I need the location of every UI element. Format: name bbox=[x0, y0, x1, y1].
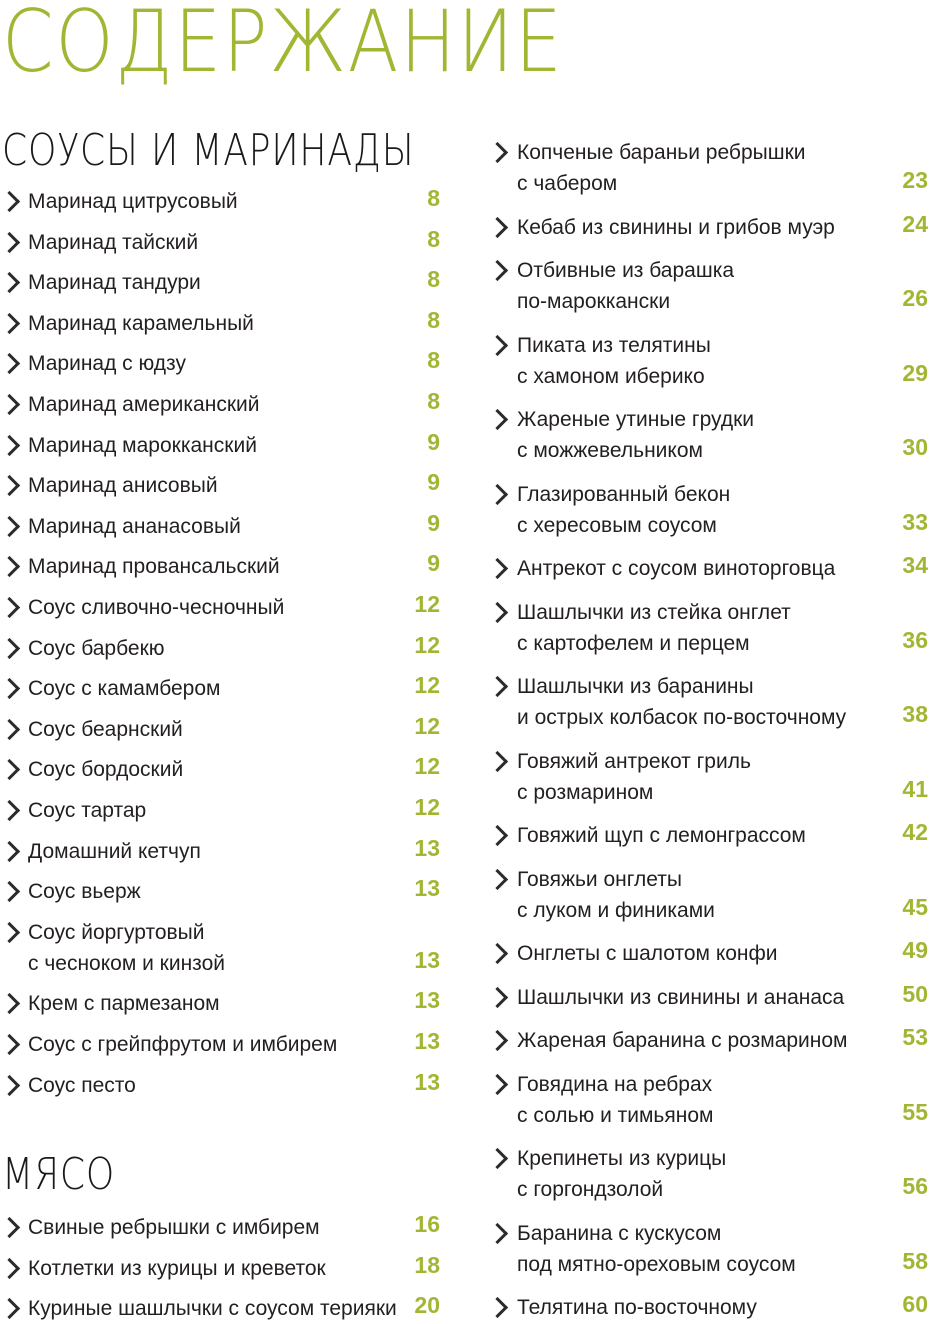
entry-title: Соус вьерж bbox=[28, 880, 141, 904]
page-number: 23 bbox=[902, 167, 928, 193]
entry-title: с хересовым соусом bbox=[517, 513, 717, 537]
entry-title: Соус с камамбером bbox=[28, 677, 221, 701]
chevron-right-icon bbox=[487, 142, 508, 163]
page-number: 13 bbox=[414, 834, 440, 861]
page-number: 8 bbox=[427, 185, 440, 211]
entry-title: Маринад карамельный bbox=[28, 311, 254, 335]
entry-title: Баранина с кускусом bbox=[517, 1221, 722, 1245]
entry-title: Говяжий щуп с лемонграссом bbox=[517, 824, 806, 847]
page-number: 13 bbox=[414, 1068, 440, 1095]
page-number: 34 bbox=[902, 552, 928, 578]
page-number: 41 bbox=[902, 775, 928, 802]
page-number: 9 bbox=[427, 428, 440, 455]
page-number: 56 bbox=[902, 1173, 928, 1199]
entry-title: Пиката из телятины bbox=[517, 333, 711, 357]
chevron-right-icon bbox=[487, 750, 508, 771]
chevron-right-icon bbox=[487, 676, 508, 697]
entry-title: Маринад марокканский bbox=[28, 433, 257, 457]
page-number: 8 bbox=[427, 266, 440, 293]
entry-title: с луком и финиками bbox=[517, 898, 715, 922]
entry-title: с чабером bbox=[517, 172, 618, 195]
entry-title: Маринад тандури bbox=[28, 271, 201, 295]
chevron-right-icon bbox=[487, 601, 508, 622]
page-number: 12 bbox=[414, 591, 440, 617]
toc-entry[interactable] bbox=[0, 1292, 931, 1323]
entry-title: Онглеты с шалотом конфи bbox=[517, 942, 778, 965]
entry-title: Шашлычки из баранины bbox=[517, 675, 754, 698]
page-number: 9 bbox=[427, 469, 440, 496]
chevron-right-icon bbox=[487, 216, 508, 237]
toc-entry[interactable] bbox=[0, 1218, 931, 1280]
toc-entry[interactable] bbox=[0, 746, 931, 808]
page-number: 13 bbox=[414, 987, 440, 1014]
chevron-right-icon bbox=[487, 868, 508, 889]
page-number: 8 bbox=[427, 225, 440, 252]
toc-entry[interactable] bbox=[0, 553, 931, 584]
entry-title: Маринад анисовый bbox=[28, 474, 218, 498]
page-number: 24 bbox=[902, 210, 928, 237]
page-number: 36 bbox=[902, 626, 928, 653]
section-title-sauces: СОУСЫ И МАРИНАДЫ bbox=[2, 125, 415, 176]
entry-title: с можжевельником bbox=[517, 439, 703, 462]
page-number: 9 bbox=[427, 509, 440, 536]
entry-title: с горгондзолой bbox=[517, 1178, 664, 1201]
toc-entry[interactable] bbox=[0, 671, 931, 733]
toc-entry[interactable] bbox=[0, 820, 931, 851]
page-number: 12 bbox=[414, 631, 440, 658]
entry-title: Домашний кетчуп bbox=[28, 839, 201, 863]
chevron-right-icon bbox=[487, 825, 508, 846]
entry-title: Крепинеты из курицы bbox=[517, 1147, 727, 1170]
entry-title: Шашлычки из стейка онглет bbox=[517, 600, 791, 624]
entry-title: Жареные утиные грудки bbox=[517, 408, 754, 431]
entry-title: Куриные шашлычки с соусом терияки bbox=[28, 1297, 397, 1320]
entry-title: с чесноком и кинзой bbox=[28, 951, 225, 975]
toc-entry[interactable] bbox=[0, 137, 931, 199]
page-number: 12 bbox=[414, 794, 440, 820]
entry-title: Соус сливочно-чесночный bbox=[28, 596, 285, 619]
toc-entry[interactable] bbox=[0, 864, 931, 926]
chevron-right-icon bbox=[487, 260, 508, 281]
entry-title: Глазированный бекон bbox=[517, 482, 731, 506]
entry-title: Жареная баранина с розмарином bbox=[517, 1029, 848, 1052]
page-number: 12 bbox=[414, 712, 440, 739]
toc-entry[interactable] bbox=[0, 1143, 931, 1205]
entry-title: Маринад ананасовый bbox=[28, 514, 241, 538]
page-number: 50 bbox=[902, 980, 928, 1007]
entry-title: Маринад тайский bbox=[28, 230, 199, 254]
page-number: 26 bbox=[902, 285, 928, 311]
toc-entry[interactable] bbox=[0, 597, 931, 659]
chevron-right-icon bbox=[487, 1073, 508, 1094]
page-number: 53 bbox=[902, 1024, 928, 1050]
toc-entry[interactable] bbox=[0, 1069, 931, 1131]
page-number: 9 bbox=[427, 550, 440, 577]
toc-entry[interactable] bbox=[0, 255, 931, 317]
entry-title: по-мароккански bbox=[517, 290, 671, 313]
page-number: 55 bbox=[902, 1098, 928, 1125]
page-number: 8 bbox=[427, 347, 440, 374]
entry-title: с розмарином bbox=[517, 780, 654, 804]
entry-title: Котлетки из курицы и креветок bbox=[28, 1256, 326, 1280]
entry-title: Крем с пармезаном bbox=[28, 992, 220, 1016]
page-number: 8 bbox=[427, 306, 440, 333]
entry-title: Маринад с юдзу bbox=[28, 352, 186, 376]
toc-entry[interactable] bbox=[0, 404, 931, 466]
toc-entry[interactable] bbox=[0, 1025, 931, 1056]
entry-title: Отбивные из барашка bbox=[517, 259, 735, 282]
page-number: 60 bbox=[902, 1291, 928, 1317]
entry-title: Копченые бараньи ребрышки bbox=[517, 141, 806, 164]
entry-title: Соус беарнский bbox=[28, 717, 183, 741]
page-number: 13 bbox=[414, 1028, 440, 1054]
entry-title: Маринад провансальский bbox=[28, 555, 280, 579]
chevron-right-icon bbox=[487, 1297, 508, 1318]
entry-title: Шашлычки из свинины и ананаса bbox=[517, 985, 845, 1009]
entry-title: с картофелем и перцем bbox=[517, 631, 750, 655]
page-number: 38 bbox=[902, 701, 928, 727]
page-number: 42 bbox=[902, 819, 928, 845]
entry-title: Антрекот с соусом виноторговца bbox=[517, 557, 836, 580]
section-title-meat: МЯСО bbox=[2, 1149, 116, 1200]
chevron-right-icon bbox=[487, 1222, 508, 1243]
page-number: 12 bbox=[414, 672, 440, 699]
entry-title: Соус барбекю bbox=[28, 636, 165, 660]
chevron-right-icon bbox=[487, 943, 508, 964]
page-number: 33 bbox=[902, 508, 928, 535]
chevron-right-icon bbox=[487, 334, 508, 355]
page-number: 30 bbox=[902, 434, 928, 460]
chevron-right-icon bbox=[487, 558, 508, 579]
chevron-right-icon bbox=[487, 986, 508, 1007]
chevron-right-icon bbox=[487, 483, 508, 504]
page-number: 58 bbox=[902, 1247, 928, 1274]
chevron-right-icon bbox=[487, 1030, 508, 1051]
entry-title: и острых колбасок по-восточному bbox=[517, 706, 847, 729]
entry-title: с солью и тимьяном bbox=[517, 1103, 714, 1127]
entry-title: Свиные ребрышки с имбирем bbox=[28, 1216, 320, 1239]
entry-title: Соус бордоский bbox=[28, 758, 184, 782]
page-number: 13 bbox=[414, 946, 440, 973]
toc-entry[interactable] bbox=[0, 938, 931, 969]
entry-title: Телятина по-восточному bbox=[517, 1296, 757, 1319]
entry-title: с хамоном иберико bbox=[517, 364, 705, 388]
toc-entry[interactable] bbox=[0, 982, 931, 1013]
entry-title: Говяжий антрекот гриль bbox=[517, 749, 751, 773]
entry-title: под мятно-ореховым соусом bbox=[517, 1252, 796, 1276]
page-number: 12 bbox=[414, 753, 440, 780]
toc-entry[interactable] bbox=[0, 479, 931, 541]
toc-entry[interactable] bbox=[0, 330, 931, 392]
entry-title: Кебаб из свинины и грибов муэр bbox=[517, 215, 835, 239]
entry-title: Соус йоргуртовый bbox=[28, 920, 205, 944]
toc-entry[interactable] bbox=[0, 212, 931, 243]
entry-title: Соус тартар bbox=[28, 799, 147, 822]
entry-title: Соус песто bbox=[28, 1073, 136, 1097]
page-number: 45 bbox=[902, 893, 928, 920]
page-number: 20 bbox=[414, 1292, 440, 1318]
page-number: 16 bbox=[414, 1211, 440, 1237]
page-number: 13 bbox=[414, 875, 440, 902]
entry-title: Говяжьи онглеты bbox=[517, 867, 682, 891]
entry-title: Говядина на ребрах bbox=[517, 1072, 713, 1096]
page-number: 18 bbox=[414, 1251, 440, 1278]
entry-title: Маринад американский bbox=[28, 393, 260, 416]
page-number: 29 bbox=[902, 359, 928, 386]
entry-title: Соус с грейпфрутом и имбирем bbox=[28, 1033, 338, 1056]
page-number: 8 bbox=[427, 388, 440, 414]
entry-title: Маринад цитрусовый bbox=[28, 190, 238, 213]
page-number: 49 bbox=[902, 937, 928, 963]
chevron-right-icon bbox=[487, 1148, 508, 1169]
page-title: СОДЕРЖАНИЕ bbox=[2, 0, 564, 92]
chevron-right-icon bbox=[487, 409, 508, 430]
